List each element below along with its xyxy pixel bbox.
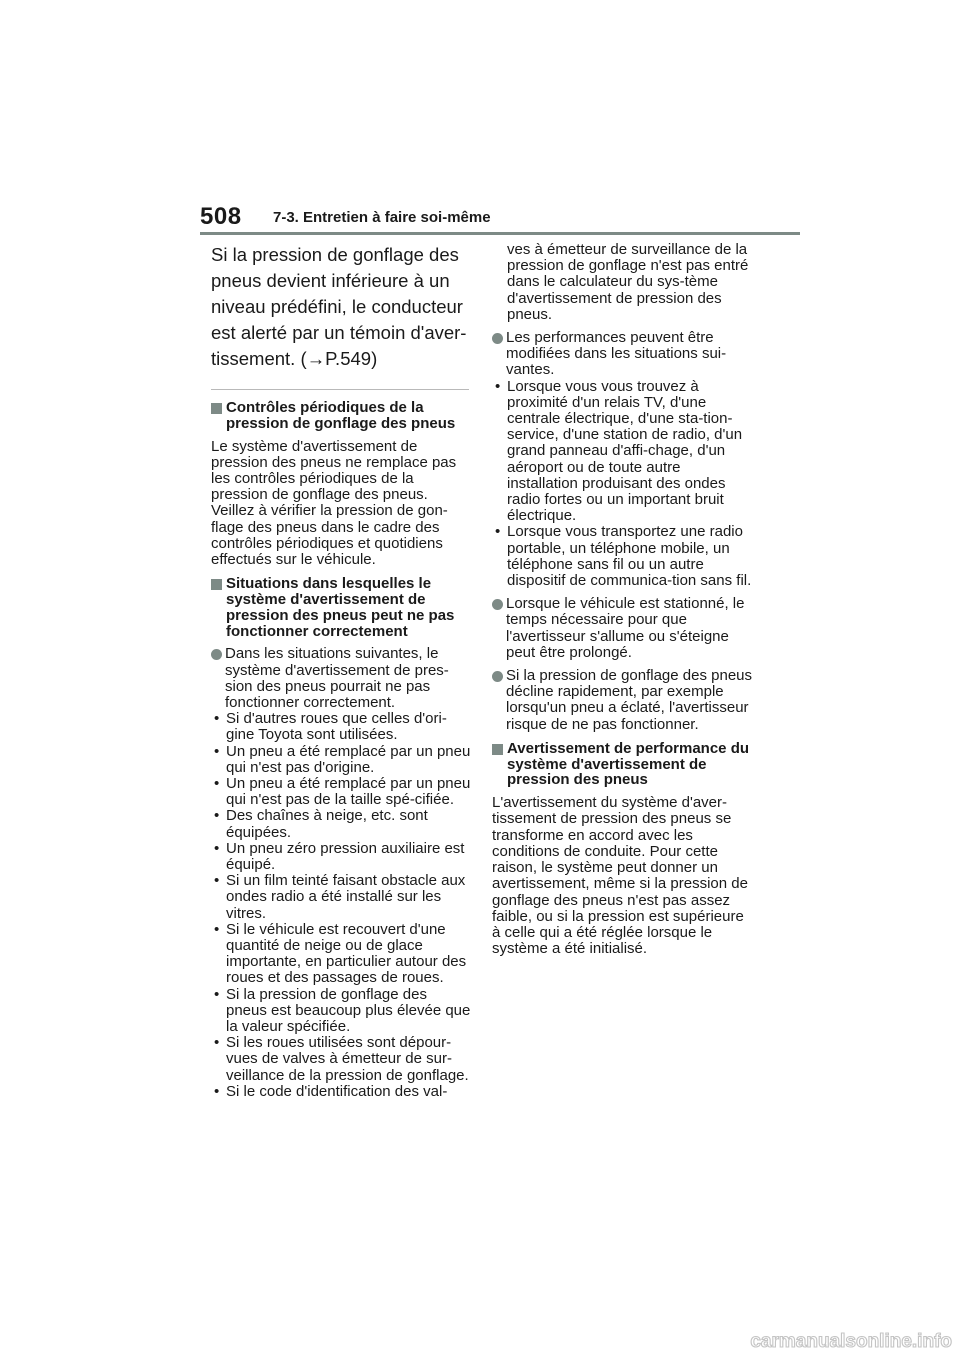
list-item: • Lorsque vous vous trouvez à proximité d'un relais TV, d'une centrale électrique, d'une sta-tion-service, d'une station de radio, d'un grand panneau d'affi-chage, d'un aéroport ou de toute autre installation produisant des ondes radio fortes ou un important bruit électrique. — [495, 377, 743, 525]
section-divider — [211, 389, 469, 390]
bullet-parked: Lorsque le véhicule est stationné, le temps nécessaire pour que l'avertisseur s'allume ou s'éteigne peut être prolongé. — [492, 596, 754, 661]
paragraph-periodic-checks: Le système d'avertissement de pression des pneus ne remplace pas les contrôles périodiques de la pression de gonflage des pneus. Veillez à vérifier la pression de gon-flage des pneus dans le cadre des contrôles périodiques et quotidiens effectués sur le véhicule. — [211, 437, 457, 569]
circle-bullet-icon — [492, 333, 503, 344]
watermark-logo — [734, 1325, 954, 1355]
circle-bullet-icon — [492, 671, 503, 682]
circle-bullet-icon — [492, 599, 503, 610]
list-item: • Si d'autres roues que celles d'ori-gine Toyota sont utilisées. — [214, 710, 447, 744]
left-column — [211, 242, 471, 1100]
list-item: • Un pneu a été remplacé par un pneu qui n'est pas de la taille spé-cifiée. — [214, 775, 471, 809]
list-item: • Si un film teinté faisant obstacle aux ondes radio a été installé sur les vitres. — [214, 872, 466, 922]
circle-bullet-icon — [211, 649, 222, 660]
page-header — [200, 203, 800, 237]
list-item: • Si les roues utilisées sont dépour-vues de valves à émetteur de sur-veillance de la pression de gonflage. — [214, 1034, 469, 1084]
list-item: • Si le véhicule est recouvert d'une quantité de neige ou de glace importante, en particulier autour des roues et des passages de roues. — [214, 920, 467, 987]
list-item: • Lorsque vous transportez une radio portable, un téléphone mobile, un téléphone sans fil ou un autre dispositif de communica-tion sans fil. — [495, 523, 752, 590]
list-item: • Des chaînes à neige, etc. sont équipées. — [214, 807, 428, 841]
list-item: • Un pneu zéro pression auxiliaire est équipé. — [214, 839, 465, 874]
bullet-situations: Dans les situations suivantes, le système d'avertissement de pres-sion des pneus pourrait ne pas fonctionner correctement. — [211, 646, 471, 711]
square-bullet-icon — [211, 579, 222, 590]
heading-malfunction-situations: Situations dans lesquelles le système d'avertissement de pression des pneus peut ne pas fonctionner correctement — [211, 576, 471, 639]
paragraph-warning-performance: L'avertissement du système d'aver-tissement de pression des pneus se transforme en accord avec les conditions de conduite. Pour cette raison, le système peut donner un avertissement, même si la pression de gonflage des pneus n'est pas assez faible, ou si la pression est supérieure à celle qui a été réglée lorsque le système a été initialisé. — [492, 794, 748, 958]
bullet-performance: Les performances peuvent être modifiées dans les situations sui-vantes. — [492, 330, 754, 379]
page-number: 508 — [200, 203, 242, 230]
list-item: • Si le code d'identification des val- — [214, 1082, 448, 1100]
heading-periodic-checks: Contrôles périodiques de la pression de gonflage des pneus — [211, 400, 471, 432]
header-rule — [200, 232, 800, 235]
list-item: • Si la pression de gonflage des pneus est beaucoup plus élevée que la valeur spécifiée. — [214, 985, 471, 1036]
intro-paragraph: Si la pression de gonflage des pneus devient inférieure à un niveau prédéfini, le conducteur est alerté par un témoin d'aver-tissement. (→P.549) — [211, 244, 467, 369]
right-column — [492, 242, 754, 957]
list-item-continuation: ves à émetteur de surveillance de la pression de gonflage n'est pas entré dans le calculateur du sys-tème d'avertissement de pression des pneus. — [507, 241, 749, 323]
bullet-rapid-decline: Si la pression de gonflage des pneus décline rapidement, par exemple lorsqu'un pneu a éclaté, l'avertisseur risque de ne pas fonctionner. — [492, 668, 754, 733]
square-bullet-icon — [211, 403, 222, 414]
list-item: • Un pneu a été remplacé par un pneu qui n'est pas d'origine. — [214, 742, 471, 776]
square-bullet-icon — [492, 744, 503, 755]
svg-text:carmanualsonline.info: carmanualsonline.info — [750, 1331, 952, 1352]
heading-warning-performance: Avertissement de performance du système d'avertissement de pression des pneus — [492, 741, 754, 788]
section-title: 7-3. Entretien à faire soi-même — [273, 209, 491, 226]
